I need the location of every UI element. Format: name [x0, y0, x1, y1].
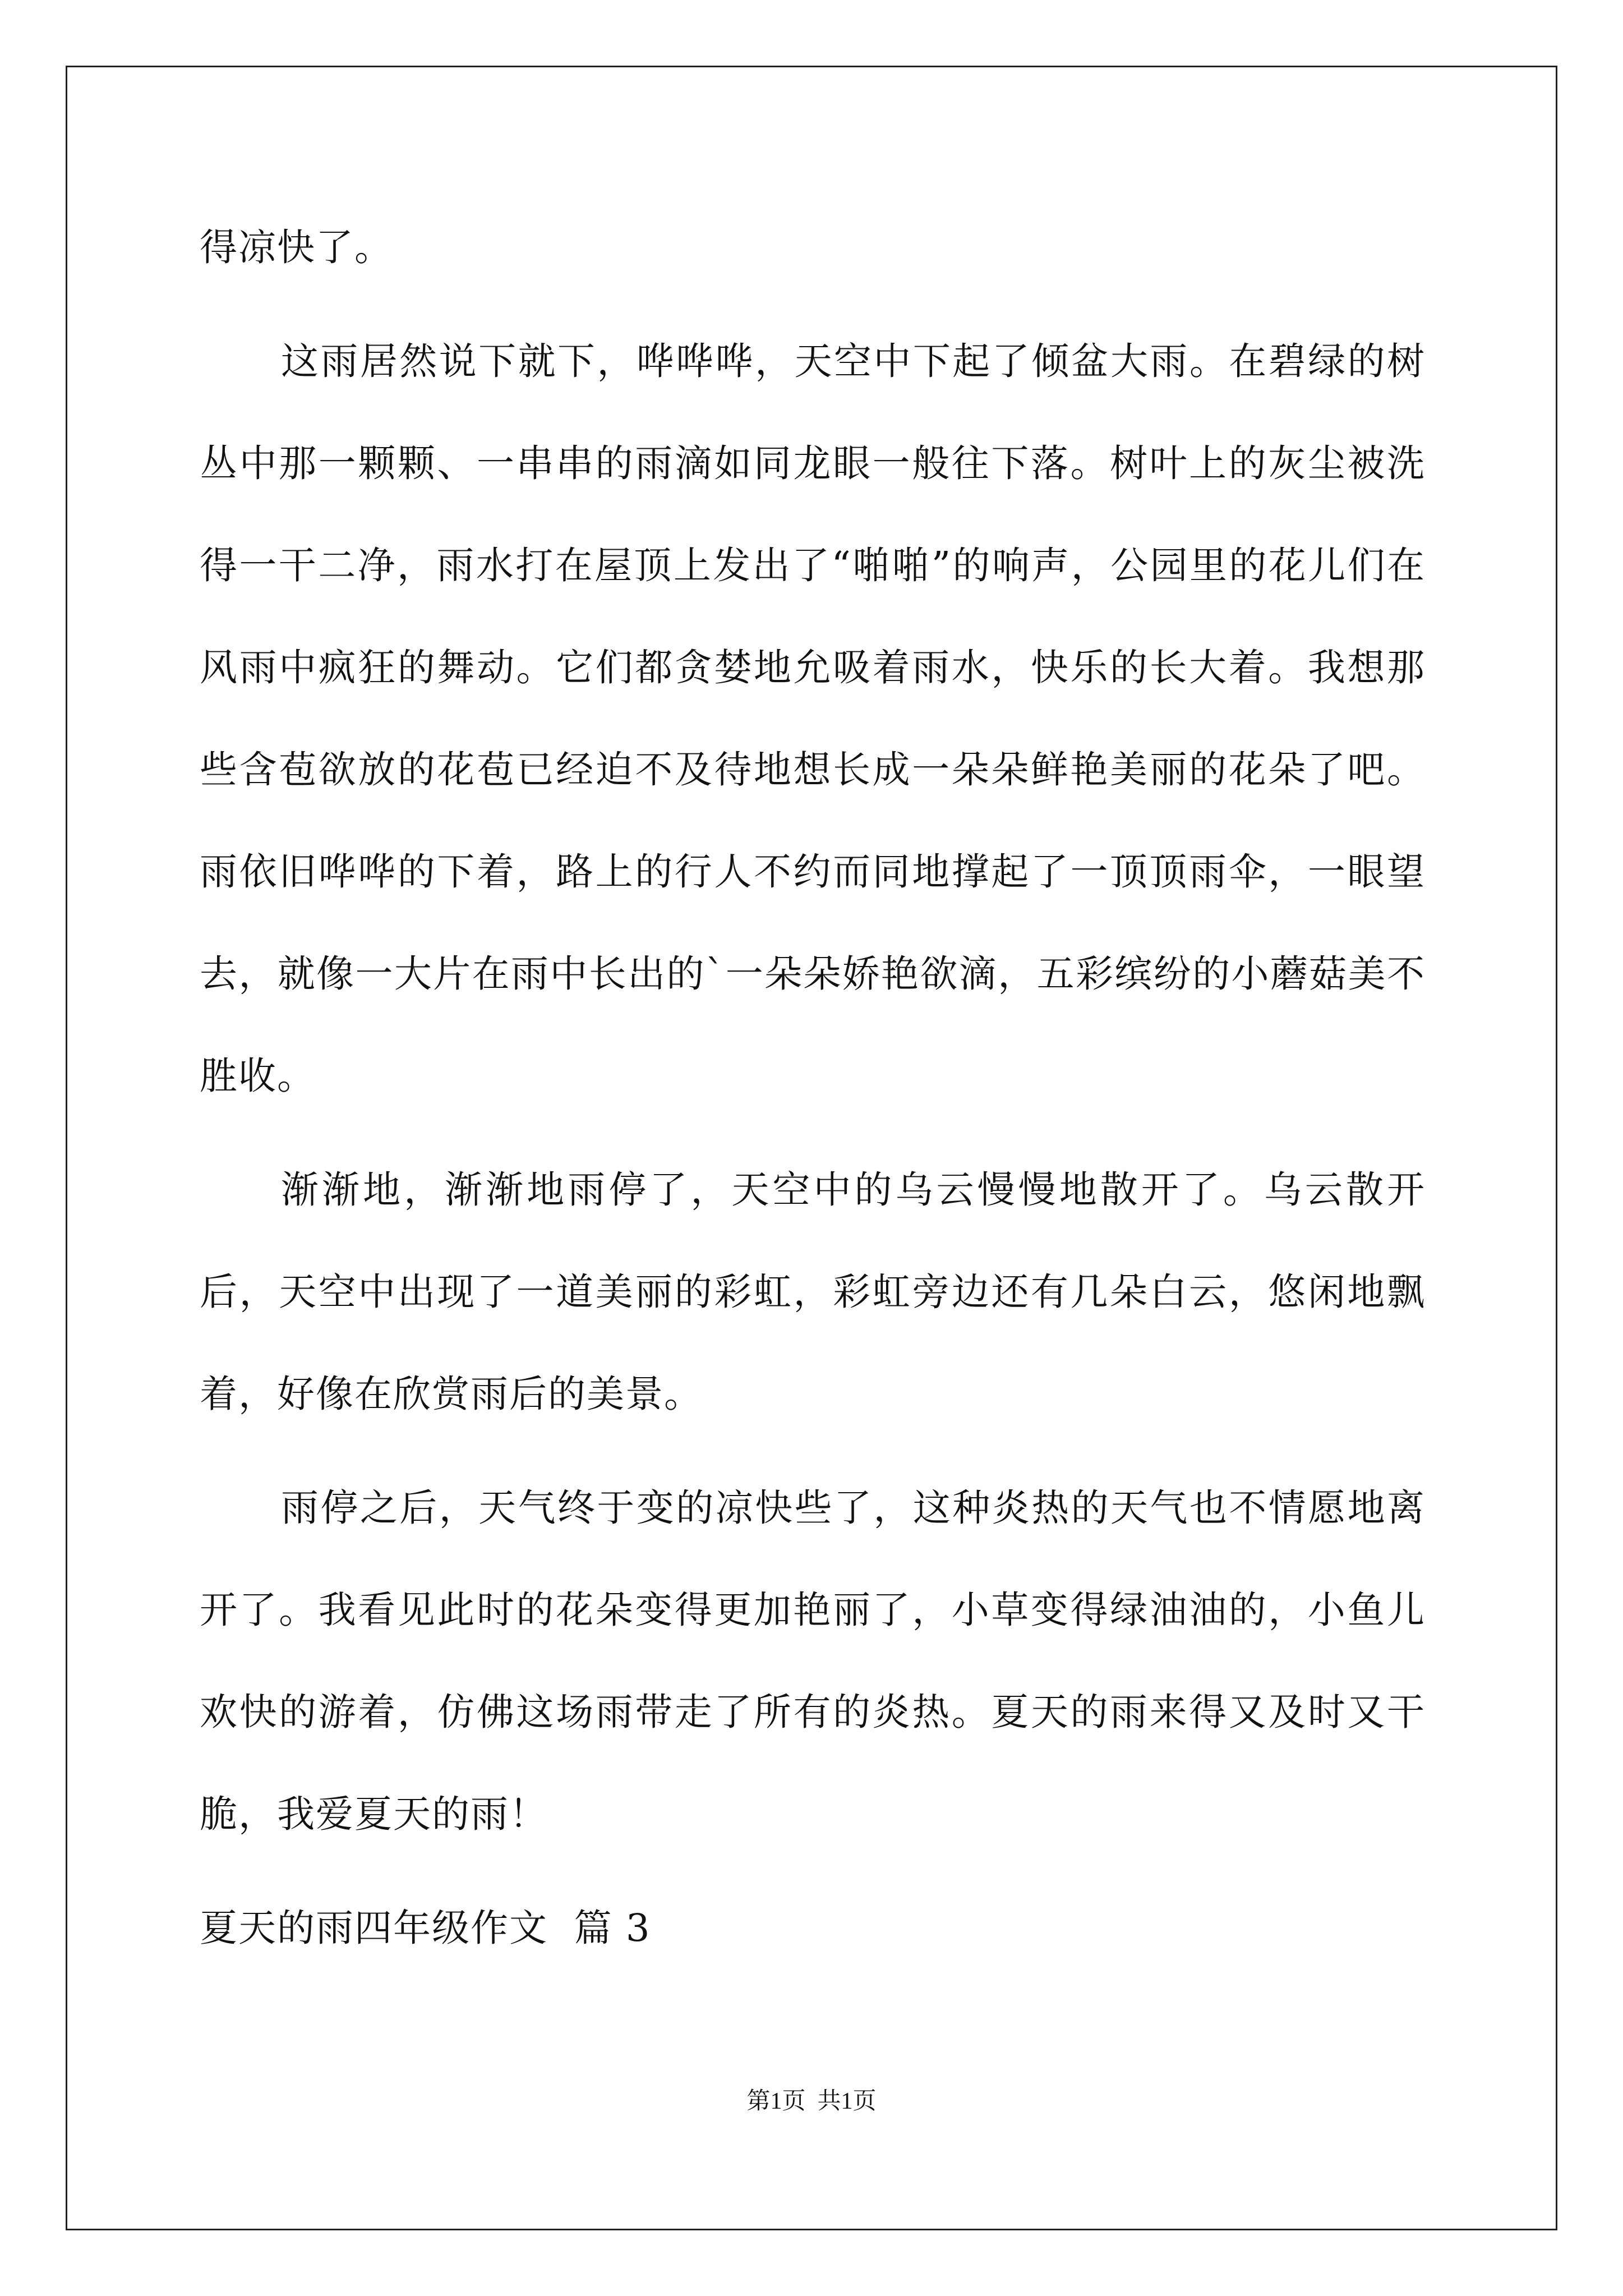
section-heading: 夏天的雨四年级作文 篇 3	[200, 1906, 651, 1950]
page-footer: 第1页 共1页	[746, 2088, 877, 2114]
paragraph-after-rain: 雨停之后，天气终于变的凉快些了，这种炎热的天气也不情愿地离开了。我看见此时的花朵变得更加艳丽了，小草变得绿油油的，小鱼儿欢快的游着，仿佛这场雨带走了所有的炎热。夏天的雨来得又及时又干脆，我爱夏天的雨！	[200, 1486, 1426, 1836]
paragraph-rain-falling: 这雨居然说下就下，哗哗哗，天空中下起了倾盆大雨。在碧绿的树丛中那一颗颗、一串串的雨滴如同龙眼一般往下落。树叶上的灰尘被洗得一干二净，雨水打在屋顶上发出了“啪啪”的响声，公园里的花儿们在风雨中疯狂的舞动。它们都贪婪地允吸着雨水，快乐的长大着。我想那些含苞欲放的花苞已经迫不及待地想长成一朵朵鲜艳美丽的花朵了吧。雨依旧哗哗的下着，路上的行人不约而同地撑起了一顶顶雨伞，一眼望去，就像一大片在雨中长出的`一朵朵娇艳欲滴，五彩缤纷的小蘑菇美不胜收。	[200, 339, 1426, 1098]
paragraph-rain-stops: 渐渐地，渐渐地雨停了，天空中的乌云慢慢地散开了。乌云散开后，天空中出现了一道美丽的彩虹，彩虹旁边还有几朵白云，悠闲地飘着，好像在欣赏雨后的美景。	[200, 1168, 1426, 1416]
paragraph-continuation: 得凉快了。	[200, 226, 393, 269]
document-body	[200, 196, 1426, 1979]
